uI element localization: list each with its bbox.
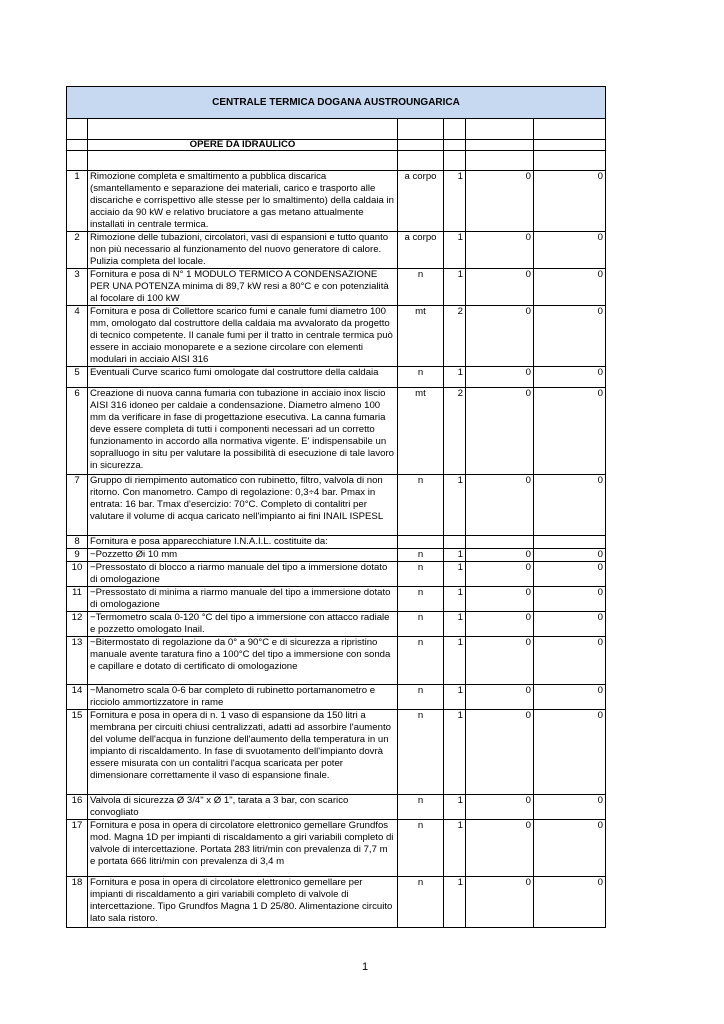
title-row xyxy=(67,87,606,119)
item-total: 0 xyxy=(534,232,606,269)
item-quantity xyxy=(444,536,466,549)
table-row xyxy=(67,475,606,536)
item-description: −Pressostato di minima a riarmo manuale del tipo a immersione dotato di omologazione xyxy=(88,587,398,612)
item-number: 2 xyxy=(67,232,88,269)
item-description: Fornitura e posa in opera di circolatore elettronico gemellare per impianti di riscaldamento a giri variabili completo di valvole di intercettazione. Tipo Grundfos Magna 1 D 25/80. Alimentazione circuito lato sala ristoro. xyxy=(88,877,398,928)
item-unit-price: 0 xyxy=(466,232,534,269)
item-unit: n xyxy=(398,710,444,795)
item-quantity: 1 xyxy=(444,367,466,388)
item-total: 0 xyxy=(534,710,606,795)
item-unit-price: 0 xyxy=(466,710,534,795)
item-total xyxy=(534,536,606,549)
table-row xyxy=(67,232,606,269)
item-number: 13 xyxy=(67,637,88,685)
item-quantity: 1 xyxy=(444,587,466,612)
table-row xyxy=(67,820,606,877)
item-total: 0 xyxy=(534,877,606,928)
item-number: 7 xyxy=(67,475,88,536)
table-row xyxy=(67,549,606,562)
item-unit: n xyxy=(398,587,444,612)
item-quantity: 1 xyxy=(444,877,466,928)
item-quantity: 1 xyxy=(444,685,466,710)
cost-estimate-table xyxy=(66,86,606,928)
item-unit: n xyxy=(398,475,444,536)
item-unit: n xyxy=(398,367,444,388)
item-description: Fornitura e posa in opera di n. 1 vaso di espansione da 150 litri a membrana per circuiti chiusi centralizzati, adatti ad assorbire l'aumento del volume dell'acqua in funzione dell'aumento della temperatura in un impianto di riscaldamento. In fase di svuotamento dell'impianto dovrà essere misurata con un contalitri l'acqua scaricata per poter dimensionare correttamente il vaso di espansione finale. xyxy=(88,710,398,795)
item-description: Creazione di nuova canna fumaria con tubazione in acciaio inox liscio AISI 316 idoneo per caldaie a condensazione. Diametro almeno 100 mm da verificare in fase di progettazione esecutiva. La canna fumaria deve essere completa di tutti i componenti necessari ad un corretto funzionamento in accordo alla normativa vigente. E' indispensabile un sopralluogo in situ per valutare la possibilità di esecuzione di tale lavoro in sicurezza. xyxy=(88,388,398,475)
item-total: 0 xyxy=(534,171,606,232)
item-unit-price: 0 xyxy=(466,820,534,877)
item-unit-price: 0 xyxy=(466,388,534,475)
empty-row xyxy=(67,119,606,140)
item-unit-price xyxy=(466,536,534,549)
item-quantity: 1 xyxy=(444,562,466,587)
item-quantity: 1 xyxy=(444,232,466,269)
item-quantity: 1 xyxy=(444,269,466,306)
table-row xyxy=(67,637,606,685)
table-row xyxy=(67,388,606,475)
item-description: −Bitermostato di regolazione da 0° a 90°C e di sicurezza a ripristino manuale avente taratura fino a 100°C del tipo a immersione con sonda e capillare e dotato di certificato di omologazione xyxy=(88,637,398,685)
item-unit-price: 0 xyxy=(466,171,534,232)
table-row xyxy=(67,367,606,388)
item-description: −Pressostato di blocco a riarmo manuale del tipo a immersione dotato di omologazione xyxy=(88,562,398,587)
item-number: 17 xyxy=(67,820,88,877)
item-unit-price: 0 xyxy=(466,306,534,367)
item-description: Gruppo di riempimento automatico con rubinetto, filtro, valvola di non ritorno. Con manometro. Campo di regolazione: 0,3÷4 bar. Pmax in entrata: 16 bar. Tmax d'esercizio: 70°C. Completo di contalitri per valutare il volume di acqua caricato nell'impianto ai fini INAIL ISPESL xyxy=(88,475,398,536)
item-quantity: 1 xyxy=(444,795,466,820)
item-total: 0 xyxy=(534,612,606,637)
item-number: 18 xyxy=(67,877,88,928)
item-number: 5 xyxy=(67,367,88,388)
item-total: 0 xyxy=(534,388,606,475)
item-unit: n xyxy=(398,562,444,587)
table-row xyxy=(67,562,606,587)
item-unit: n xyxy=(398,685,444,710)
table-row xyxy=(67,685,606,710)
section-row xyxy=(67,140,606,151)
page-number: 1 xyxy=(361,961,369,973)
item-unit-price: 0 xyxy=(466,475,534,536)
table-row xyxy=(67,612,606,637)
item-number: 6 xyxy=(67,388,88,475)
item-quantity: 1 xyxy=(444,710,466,795)
item-quantity: 1 xyxy=(444,637,466,685)
item-unit: n xyxy=(398,877,444,928)
item-unit: mt xyxy=(398,306,444,367)
item-total: 0 xyxy=(534,306,606,367)
item-total: 0 xyxy=(534,475,606,536)
section-heading: OPERE DA IDRAULICO xyxy=(88,140,398,151)
item-description: −Manometro scala 0-6 bar completo di rubinetto portamanometro e ricciolo ammortizzatore in rame xyxy=(88,685,398,710)
item-total: 0 xyxy=(534,367,606,388)
item-total: 0 xyxy=(534,269,606,306)
item-total: 0 xyxy=(534,820,606,877)
item-unit-price: 0 xyxy=(466,637,534,685)
item-description: Fornitura e posa di N° 1 MODULO TERMICO A CONDENSAZIONE PER UNA POTENZA minima di 89,7 kW resi a 80°C e con potenzialità al focolare di 100 kW xyxy=(88,269,398,306)
item-number: 1 xyxy=(67,171,88,232)
item-unit-price: 0 xyxy=(466,587,534,612)
item-quantity: 2 xyxy=(444,306,466,367)
item-quantity: 2 xyxy=(444,388,466,475)
item-unit-price: 0 xyxy=(466,269,534,306)
item-total: 0 xyxy=(534,549,606,562)
item-number: 3 xyxy=(67,269,88,306)
item-unit-price: 0 xyxy=(466,367,534,388)
table-row xyxy=(67,795,606,820)
table-row xyxy=(67,171,606,232)
item-unit-price: 0 xyxy=(466,612,534,637)
item-number: 12 xyxy=(67,612,88,637)
item-unit-price: 0 xyxy=(466,877,534,928)
table-row xyxy=(67,536,606,549)
item-description: Eventuali Curve scarico fumi omologate dal costruttore della caldaia xyxy=(88,367,398,388)
item-number: 9 xyxy=(67,549,88,562)
item-unit: n xyxy=(398,637,444,685)
item-description: −Termometro scala 0-120 °C del tipo a immersione con attacco radiale e pozzetto omologato Inail. xyxy=(88,612,398,637)
item-unit: n xyxy=(398,549,444,562)
item-number: 15 xyxy=(67,710,88,795)
item-quantity: 1 xyxy=(444,549,466,562)
item-unit-price: 0 xyxy=(466,549,534,562)
empty-row xyxy=(67,151,606,171)
item-description: Fornitura e posa in opera di circolatore elettronico gemellare Grundfos mod. Magna 1D per impianti di riscaldamento a giri variabili completo di valvole di intercettazione. Portata 283 litri/min con prevalenza di 7,7 m e portata 666 litri/min con prevalenza di 3,4 m xyxy=(88,820,398,877)
item-quantity: 1 xyxy=(444,612,466,637)
item-unit: n xyxy=(398,795,444,820)
item-total: 0 xyxy=(534,637,606,685)
item-total: 0 xyxy=(534,795,606,820)
item-unit: n xyxy=(398,269,444,306)
item-description: Fornitura e posa apparecchiature I.N.A.I.L. costituite da: xyxy=(88,536,398,549)
item-unit xyxy=(398,536,444,549)
table-row xyxy=(67,306,606,367)
item-total: 0 xyxy=(534,587,606,612)
item-total: 0 xyxy=(534,562,606,587)
document-title: CENTRALE TERMICA DOGANA AUSTROUNGARICA xyxy=(67,87,606,119)
table-row xyxy=(67,877,606,928)
item-unit: n xyxy=(398,820,444,877)
item-number: 14 xyxy=(67,685,88,710)
item-unit: a corpo xyxy=(398,171,444,232)
item-description: Valvola di sicurezza Ø 3/4" x Ø 1", tarata a 3 bar, con scarico convogliato xyxy=(88,795,398,820)
item-description: −Pozzetto Øi 10 mm xyxy=(88,549,398,562)
item-number: 8 xyxy=(67,536,88,549)
item-description: Rimozione completa e smaltimento a pubblica discarica (smantellamento e separazione dei materiali, carico e trasporto alle discariche e corrispettivo alle stesse per lo smaltimento) della caldaia in acciaio da 90 kW e relativo bruciatore a gas metano attualmente installati in centrale termica. xyxy=(88,171,398,232)
item-number: 4 xyxy=(67,306,88,367)
item-number: 16 xyxy=(67,795,88,820)
table-row xyxy=(67,710,606,795)
item-unit-price: 0 xyxy=(466,795,534,820)
item-total: 0 xyxy=(534,685,606,710)
item-unit: mt xyxy=(398,388,444,475)
item-description: Rimozione delle tubazioni, circolatori, vasi di espansioni e tutto quanto non più necessario al funzionamento del nuovo generatore di calore. Pulizia completa del locale. xyxy=(88,232,398,269)
item-unit: n xyxy=(398,612,444,637)
item-number: 11 xyxy=(67,587,88,612)
item-quantity: 1 xyxy=(444,820,466,877)
item-quantity: 1 xyxy=(444,171,466,232)
item-quantity: 1 xyxy=(444,475,466,536)
item-description: Fornitura e posa di Collettore scarico fumi e canale fumi diametro 100 mm, omologato dal costruttore della caldaia ma avvalorato da progetto di tecnico competente. Il canale fumi per il tratto in centrale termica può essere in acciaio monoparete e a sezione circolare con elementi modulari in acciaio AISI 316 xyxy=(88,306,398,367)
table-row xyxy=(67,587,606,612)
table-row xyxy=(67,269,606,306)
item-unit: a corpo xyxy=(398,232,444,269)
item-number: 10 xyxy=(67,562,88,587)
item-unit-price: 0 xyxy=(466,562,534,587)
item-unit-price: 0 xyxy=(466,685,534,710)
